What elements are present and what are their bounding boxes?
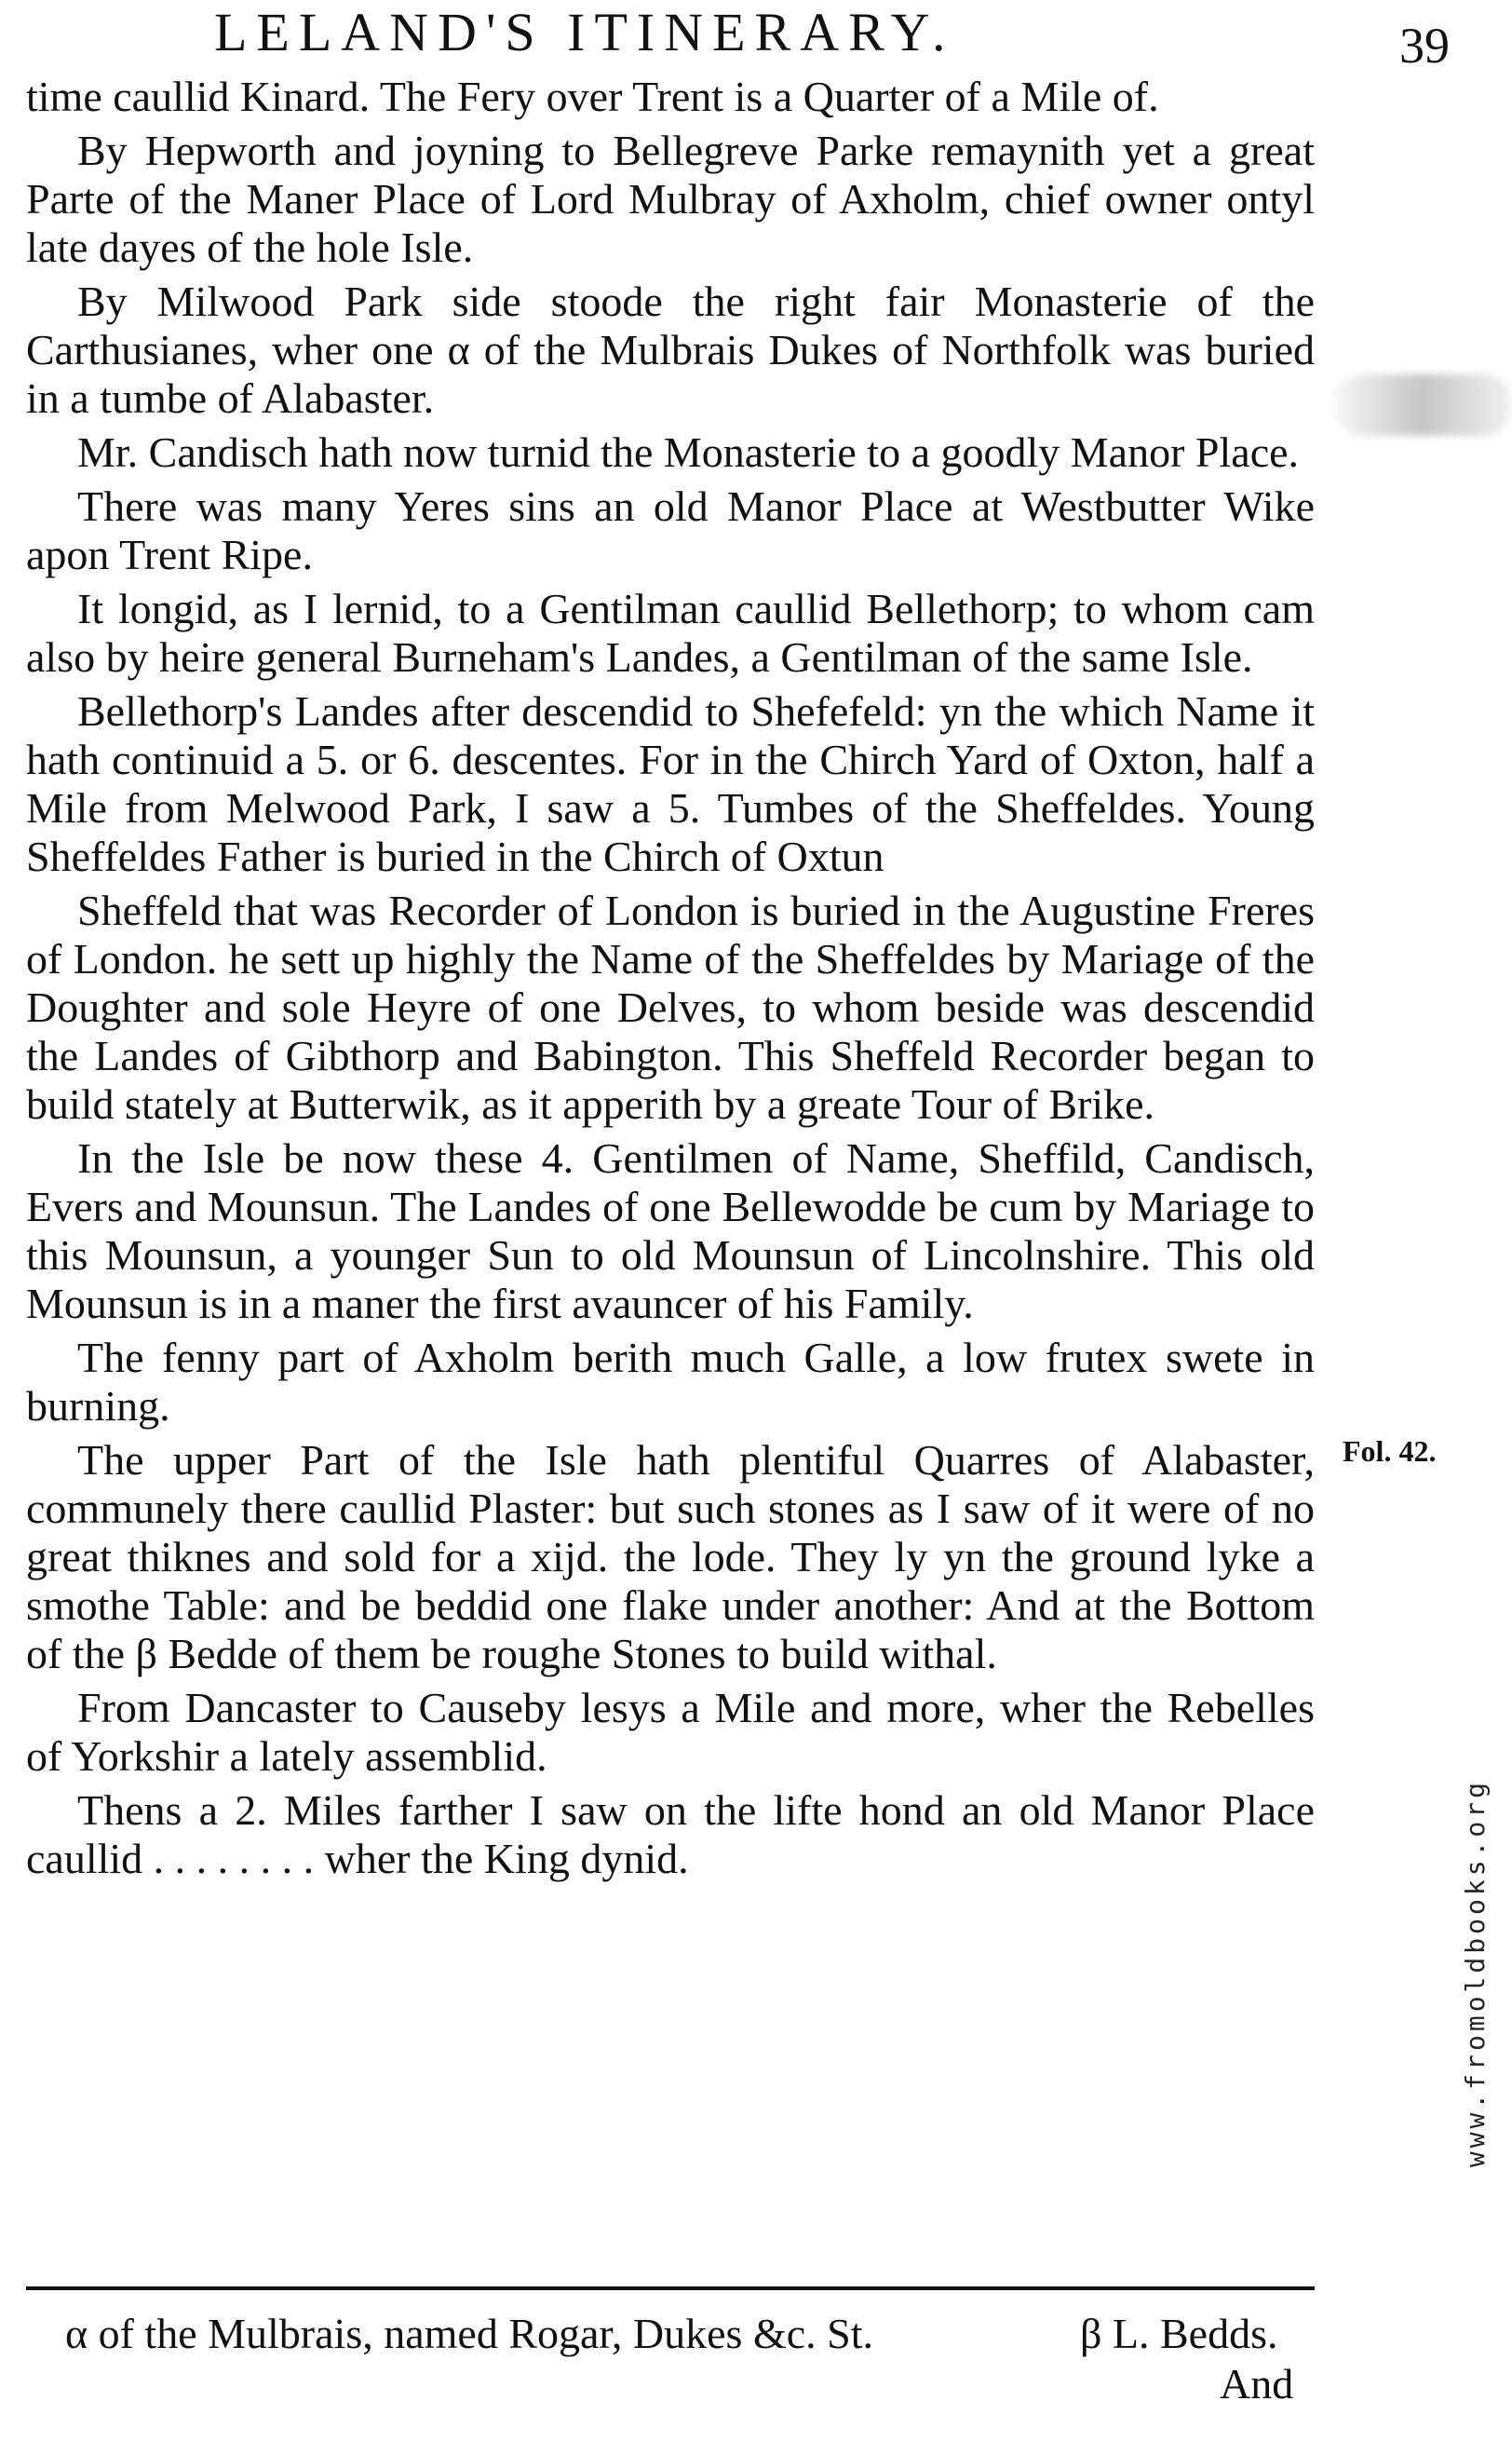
page-number: 39: [1399, 18, 1450, 74]
paragraph: There was many Yeres sins an old Manor Place at Westbutter Wike apon Trent Ripe.: [26, 482, 1315, 578]
paragraph: time caullid Kinard. The Fery over Trent is a Quarter of a Mile of.: [26, 73, 1159, 120]
running-head: LELAND'S ITINERARY.: [214, 2, 955, 62]
paragraph: By Hepworth and joyning to Bellegreve Parke remaynith yet a great Parte of the Maner Place of Lord Mulbray of Axholm, chief owner ontyl late dayes of the hole Isle.: [26, 127, 1315, 271]
paragraph: It longid, as I lernid, to a Gentilman caullid Bellethorp; to whom cam also by heire general Burneham's Landes, a Gentilman of the same Isle.: [26, 585, 1315, 681]
paragraph: Mr. Candisch hath now turnid the Monasterie to a goodly Manor Place.: [77, 428, 1300, 476]
paragraph: From Dancaster to Causeby lesys a Mile and more, wher the Rebelles of Yorkshir a lately assemblid.: [26, 1684, 1315, 1780]
paragraph: Sheffeld that was Recorder of London is buried in the Augustine Freres of London. he sett up highly the Name of the Sheffeldes by Mariage of the Doughter and sole Heyre of one Delves, to whom beside was descendid the Landes of Gibthorp and Babington. This Sheffeld Recorder began to build stately at Butterwik, as it apperith by a greate Tour of Brike.: [26, 887, 1315, 1128]
footnote-rule: [26, 2286, 1315, 2290]
watermark: www.fromoldbooks.org: [1460, 1779, 1491, 2168]
paragraph: The fenny part of Axholm berith much Galle, a low frutex swete in burning.: [26, 1334, 1315, 1430]
paragraph: The upper Part of the Isle hath plentiful Quarres of Alabaster, communely there caullid Plaster: but such stones as I saw of it were of no great thiknes and sold for a xijd. the lode. They ly yn the ground lyke a smothe Table: and be beddid one flake under another: And at the Bottom of the β Bedde of them be roughe Stones to build withal.: [26, 1436, 1315, 1677]
body-text: [26, 73, 1315, 1889]
paragraph: Bellethorp's Landes after descendid to Shefefeld: yn the which Name it hath continuid a 5. or 6. descentes. For in the Chirch Yard of Oxton, half a Mile from Melwood Park, I saw a 5. Tumbes of the Sheffeldes. Young Sheffeldes Father is buried in the Chirch of Oxtun: [26, 687, 1315, 880]
paragraph: In the Isle be now these 4. Gentilmen of Name, Sheffild, Candisch, Evers and Mounsun. The Landes of one Bellewodde be cum by Mariage to this Mounsun, a younger Sun to old Mounsun of Lincolnshire. This old Mounsun is in a maner the first avauncer of his Family.: [26, 1134, 1315, 1327]
catchword: And: [1220, 2360, 1294, 2408]
footnote-beta: β L. Bedds.: [1080, 2310, 1278, 2357]
footnote-alpha: α of the Mulbrais, named Rogar, Dukes &c. St.: [65, 2310, 874, 2357]
paragraph: Thens a 2. Miles farther I saw on the lifte hond an old Manor Place caullid . . . . . . . . wher the King dynid.: [26, 1786, 1315, 1882]
margin-ink-bleed: [1333, 374, 1512, 436]
margin-note: Fol. 42.: [1343, 1434, 1437, 1468]
paragraph: By Milwood Park side stoode the right fair Monasterie of the Carthusianes, wher one α of the Mulbrais Dukes of Northfolk was buried in a tumbe of Alabaster.: [26, 278, 1315, 422]
